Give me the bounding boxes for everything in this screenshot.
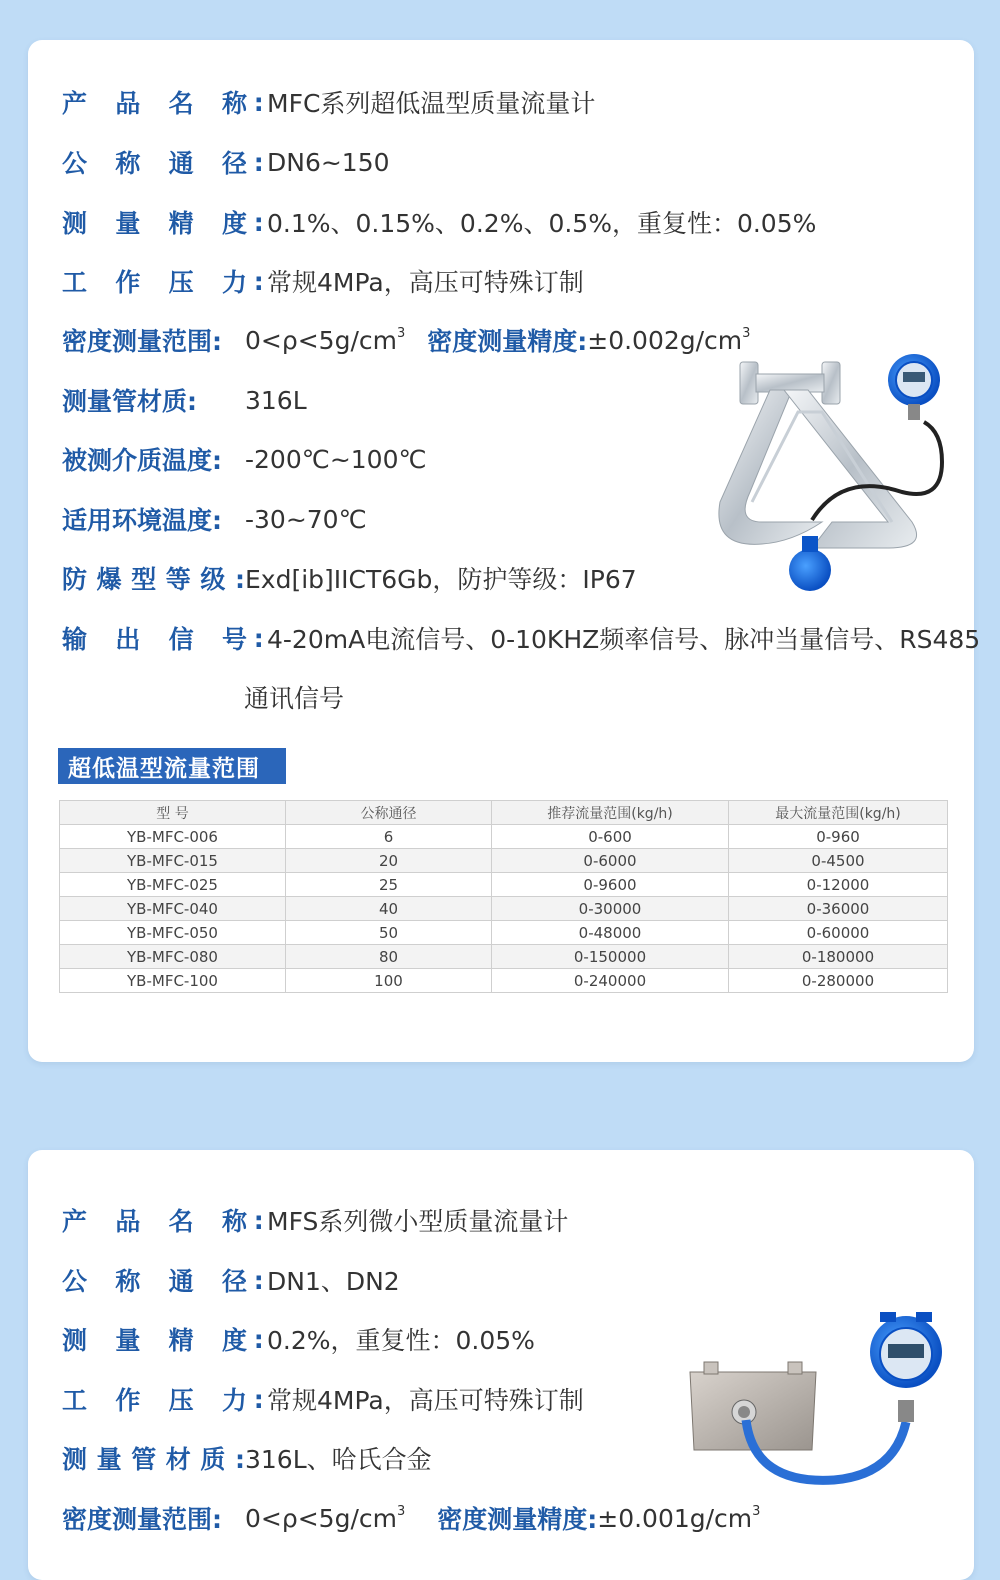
spec-row-tube-material [62,382,307,418]
table-cell: 0-4500 [729,849,948,873]
table-header: 型 号 [60,801,286,825]
table-cell: 0-240000 [492,969,729,993]
table-cell: 25 [286,873,492,897]
spec-label: 工作压力 [62,1386,247,1415]
table-cell: 50 [286,921,492,945]
spec-row-nominal-diameter: 公称通径 : DN1、DN2 [62,1262,400,1298]
spec-row-medium-temperature [62,441,427,477]
spec-value: MFS系列微小型质量流量计 [267,1207,569,1236]
spec-value: 316L [245,385,307,415]
spec-value-secondary: $\pm 0.001g/cm^3$ [597,1503,761,1533]
spec-label: 防爆型等级: [62,565,247,594]
spec-row-product-name: 产品名称 : MFC系列超低温型质量流量计 [62,84,595,120]
table-cell: YB-MFC-040 [60,897,286,921]
spec-value: Exd[ib]IICT6Gb，防护等级：IP67 [245,565,637,594]
spec-row-tube-material [62,1440,432,1476]
spec-value: -200℃~100℃ [245,444,427,474]
spec-row-pressure: 工作压力 : 常规4MPa，高压可特殊订制 [62,263,584,299]
table-cell: YB-MFC-100 [60,969,286,993]
spec-value: 4-20mA电流信号、0-10KHZ频率信号、脉冲当量信号、RS485 [267,625,981,654]
product-card-mfs [28,1150,974,1580]
table-row [60,969,948,993]
spec-label: 工作压力 [62,268,247,297]
table-cell: 0-48000 [492,921,729,945]
table-cell: 100 [286,969,492,993]
spec-label: 输出信号 [62,625,247,654]
spec-row-density [62,322,750,358]
table-cell: 0-960 [729,825,948,849]
table-row [60,849,948,873]
table-cell: 6 [286,825,492,849]
spec-value: $0<\rho<5g/cm^3$ [245,1503,406,1533]
spec-label: 测量精度 [62,1326,247,1355]
table-row [60,897,948,921]
table-cell: 0-600 [492,825,729,849]
spec-label-secondary: 密度测量精度: [427,327,588,356]
spec-label-secondary: 密度测量精度: [437,1505,598,1534]
spec-label: 公称通径 [62,149,247,178]
table-header: 最大流量范围(kg/h) [729,801,948,825]
table-cell: 0-12000 [729,873,948,897]
spec-value: MFC系列超低温型质量流量计 [267,89,596,118]
spec-value: $0<\rho<5g/cm^3$ [245,325,406,355]
table-header: 推荐流量范围(kg/h) [492,801,729,825]
table-cell: 0-6000 [492,849,729,873]
table-row [60,873,948,897]
table-cell: 0-150000 [492,945,729,969]
table-header-row [60,801,948,825]
table-cell: 0-60000 [729,921,948,945]
table-cell: YB-MFC-080 [60,945,286,969]
table-header: 公称通径 [286,801,492,825]
table-cell: 0-36000 [729,897,948,921]
table-cell: YB-MFC-050 [60,921,286,945]
spec-label: 测量管材质: [62,1445,247,1474]
spec-row-nominal-diameter: 公称通径 : DN6~150 [62,144,390,180]
spec-row-pressure: 工作压力 : 常规4MPa，高压可特殊订制 [62,1381,584,1417]
mass-flowmeter-image [692,352,962,597]
table-cell: 80 [286,945,492,969]
spec-row-ambient-temperature [62,501,367,537]
spec-row-accuracy: 测量精度 : 0.1%、0.15%、0.2%、0.5%，重复性：0.05% [62,204,816,240]
spec-label: 测量精度 [62,209,247,238]
table-cell: 40 [286,897,492,921]
spec-value: DN6~150 [267,147,390,177]
table-row [60,825,948,849]
spec-label: 产品名称 [62,1207,247,1236]
spec-value-secondary: $\pm 0.002g/cm^3$ [587,325,751,355]
product-card-mfc [28,40,981,1062]
table-row [60,921,948,945]
table-cell: 0-280000 [729,969,948,993]
table-row [60,945,948,969]
spec-label: 适用环境温度: [62,506,222,535]
table-cell: 20 [286,849,492,873]
spec-label: 被测介质温度: [62,446,222,475]
spec-row-density [62,1500,760,1536]
table-cell: YB-MFC-015 [60,849,286,873]
spec-label: 公称通径 [62,1267,247,1296]
section-title-flow-range: 超低温型流量范围 [58,748,286,784]
spec-row-accuracy: 测量精度 : 0.2%，重复性：0.05% [62,1321,535,1357]
spec-value: DN1、DN2 [267,1267,400,1296]
table-cell: 0-180000 [729,945,948,969]
micro-flowmeter-image [684,1310,948,1495]
spec-value: 常规4MPa，高压可特殊订制 [267,268,584,297]
spec-value: 通讯信号 [244,684,345,713]
table-cell: YB-MFC-006 [60,825,286,849]
spec-label: 测量管材质: [62,387,197,416]
spec-label: 密度测量范围: [62,1505,222,1534]
table-cell: YB-MFC-025 [60,873,286,897]
spec-label: 产品名称 [62,89,247,118]
table-cell: 0-30000 [492,897,729,921]
spec-row-output-signal-cont [246,679,344,715]
spec-row-product-name: 产品名称 : MFS系列微小型质量流量计 [62,1202,568,1238]
spec-row-output-signal: 输出信号 : 4-20mA电流信号、0-10KHZ频率信号、脉冲当量信号、RS485 [62,620,980,656]
spec-value: -30~70℃ [245,504,367,534]
spec-value: 常规4MPa，高压可特殊订制 [267,1386,584,1415]
spec-row-explosion-proof [62,560,637,596]
spec-value: 0.1%、0.15%、0.2%、0.5%，重复性：0.05% [267,209,817,238]
flow-range-table [59,800,948,993]
spec-value: 316L、哈氏合金 [245,1445,432,1474]
table-cell: 0-9600 [492,873,729,897]
spec-label: 密度测量范围: [62,327,222,356]
spec-value: 0.2%，重复性：0.05% [267,1326,535,1355]
